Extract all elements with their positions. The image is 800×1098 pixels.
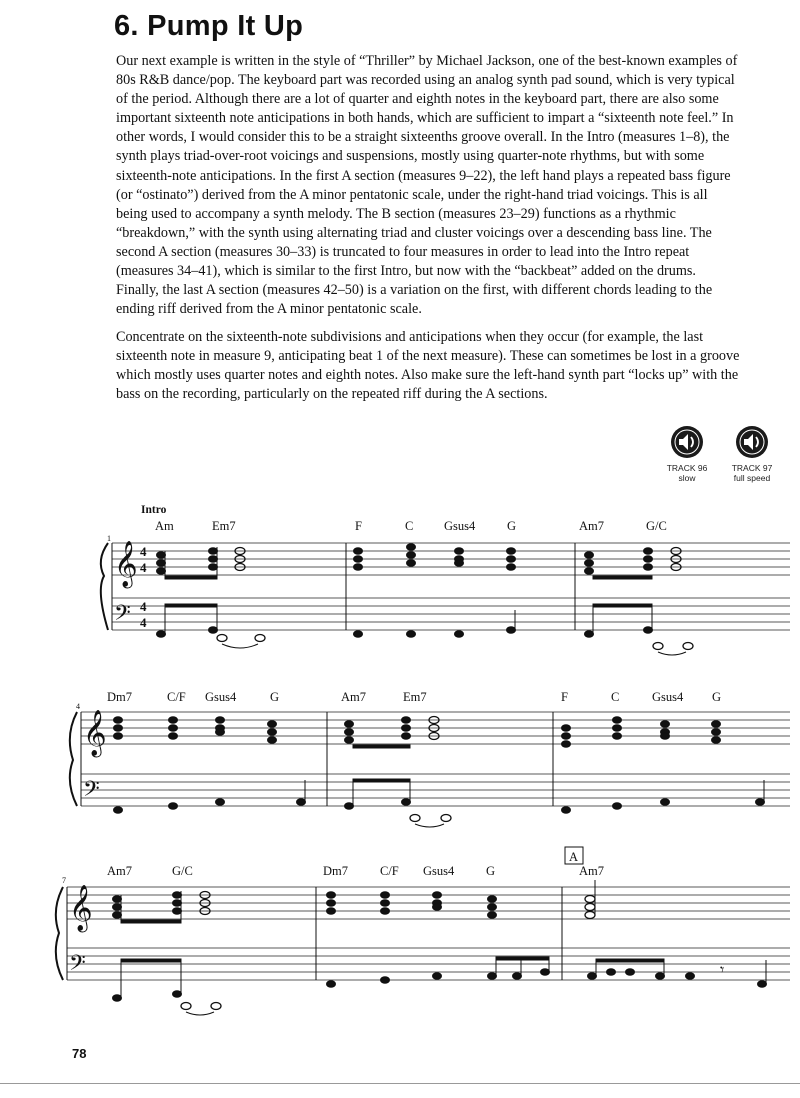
chord-symbol: C/F	[167, 690, 186, 704]
bass-notes	[157, 604, 694, 655]
chord-symbol: G/C	[172, 864, 193, 878]
paragraph-intro: Our next example is written in the style of “Thriller” by Michael Jackson, one of the best-known examples of 80s R&B dance/pop. The keyboard part was recorded using an analog synth pad sound, which is very typical of the period. Although there are a lot of quarter and eighth notes in the keyboard part, there are also some important sixteenth note anticipations in both hands, which are sufficient to impart a “sixteenth note feel.” In other words, I would consider this to be a straight sixteenths groove overall. In the Intro (measures 1–8), the synth plays triad-over-root voicings and suspensions, mostly using quarter-note rhythms, but with some sixteenth-note anticipations. In the first A section (measures 9–22), the left hand plays a repeated bass figure (or “ostinato”) derived from the A minor pentatonic scale, under the right-hand triad voicings. This is all being used to accompany a synth melody. The B section (measures 23–29) functions as a rhythmic “breakdown,” with the synth using alternating triad and cluster voicings over a descending bass line. The second A section (measures 30–33) is truncated to four measures in order to lead into the Intro repeat (measures 34–41), which is similar to the first Intro, but now with the “backbeat” added on the drums. Finally, the last A section (measures 42–50) is a variation on the first, with different chords leading to the ending riff derived from the A minor pentatonic scale.	[116, 53, 738, 318]
svg-text:4: 4	[140, 615, 147, 630]
bass-clef-icon: 𝄢	[83, 777, 100, 807]
chord-symbol: Gsus4	[652, 690, 684, 704]
chord-symbol: Am7	[579, 519, 604, 533]
svg-text:4: 4	[140, 560, 147, 575]
chord-symbol: Gsus4	[444, 519, 476, 533]
bass-staff	[112, 598, 790, 630]
chord-symbol: G	[507, 519, 517, 533]
svg-text:𝄾: 𝄾	[720, 962, 725, 979]
section-label-intro: Intro	[141, 504, 167, 516]
chord-symbols	[107, 690, 721, 704]
chord-symbol: Dm7	[107, 690, 132, 704]
chord-symbol: Em7	[403, 690, 427, 704]
barlines	[327, 712, 553, 806]
chord-symbols	[107, 864, 604, 878]
track-97-label: TRACK 97	[731, 463, 773, 473]
chord-symbol: G	[270, 690, 280, 704]
time-signature-bass	[140, 599, 147, 630]
treble-notes	[114, 717, 721, 749]
chord-symbol: F	[355, 519, 362, 533]
chord-symbol: C	[611, 690, 620, 704]
chord-symbol: Am	[155, 519, 174, 533]
system-brace	[56, 887, 63, 980]
measure-number: 7	[62, 876, 66, 885]
rehearsal-letter: A	[569, 850, 579, 864]
treble-notes	[113, 880, 596, 923]
treble-clef-icon: 𝄞	[83, 710, 107, 756]
chord-symbol: Dm7	[323, 864, 348, 878]
chord-symbol: Gsus4	[205, 690, 237, 704]
chord-symbol: C/F	[380, 864, 399, 878]
page-number: 78	[72, 1046, 87, 1061]
track-97-speed: full speed	[733, 473, 771, 483]
score-system-2	[70, 690, 790, 827]
chord-symbol: F	[561, 690, 568, 704]
bass-clef-icon: 𝄢	[69, 951, 86, 981]
chord-symbol: Am7	[341, 690, 366, 704]
treble-clef-icon: 𝄞	[69, 885, 93, 931]
footer-divider	[0, 1083, 800, 1084]
measure-number: 4	[76, 702, 80, 711]
treble-clef-icon: 𝄞	[114, 541, 138, 587]
chord-symbol: Gsus4	[423, 864, 455, 878]
measure-number: 1	[107, 534, 111, 543]
system-brace	[101, 543, 108, 630]
chord-symbol: G/C	[646, 519, 667, 533]
bass-staff	[81, 774, 790, 806]
chord-symbol: G	[486, 864, 496, 878]
system-brace	[70, 712, 77, 806]
score-system-3	[56, 847, 790, 1015]
chord-symbol: Am7	[107, 864, 132, 878]
bass-notes	[113, 957, 767, 1015]
chord-symbol: G	[712, 690, 722, 704]
bass-notes	[114, 779, 765, 827]
bass-clef-icon: 𝄢	[114, 601, 131, 631]
chord-symbol: Am7	[579, 864, 604, 878]
treble-notes	[157, 544, 682, 579]
svg-text:4: 4	[140, 544, 147, 559]
score-system-1	[101, 504, 790, 655]
time-signature-treble	[140, 544, 147, 575]
paragraph-practice-tips: Concentrate on the sixteenth-note subdivisions and anticipations when they occur (for example, the last sixteenth note in measure 9, anticipating beat 1 of the next measure). These can sometimes be lost in a groove which mostly uses quarter notes and eighth notes. Also make sure the left-hand synth part “locks up” with the bass on the recording, particularly on the repeated riff during the A sections.	[116, 329, 740, 403]
rehearsal-mark-a	[565, 847, 583, 864]
track-96-label: TRACK 96	[666, 463, 708, 473]
track-96-speed: slow	[678, 473, 696, 483]
chord-symbol: Em7	[212, 519, 236, 533]
svg-text:4: 4	[140, 599, 147, 614]
bass-staff	[67, 948, 790, 980]
chord-symbols	[155, 519, 667, 533]
chord-symbol: C	[405, 519, 414, 533]
page-title: 6. Pump It Up	[114, 10, 304, 42]
